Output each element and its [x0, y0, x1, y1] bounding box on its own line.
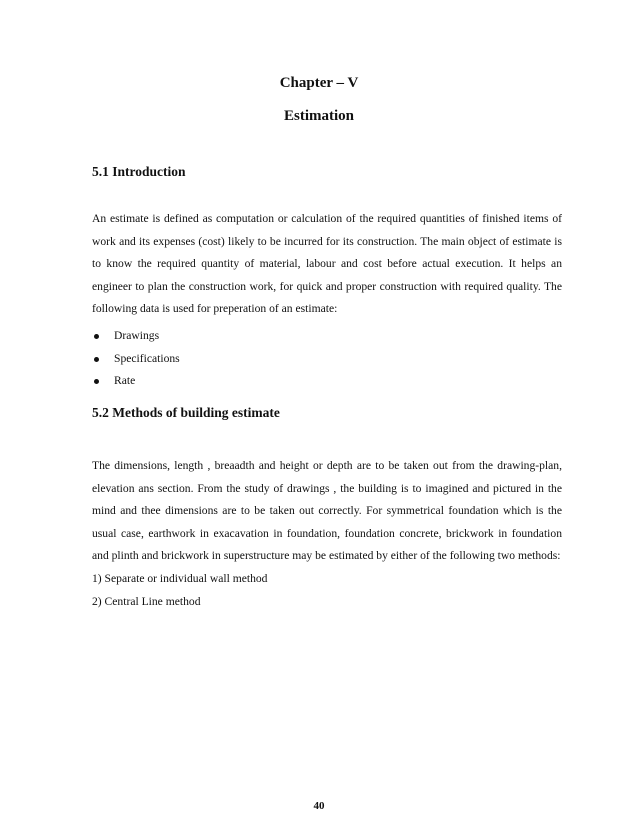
- section-heading-introduction: 5.1 Introduction: [92, 164, 186, 179]
- estimate-data-list: [92, 325, 562, 393]
- list-item-label: Drawings: [114, 328, 160, 342]
- page-number: 40: [313, 800, 325, 812]
- list-item: [92, 325, 562, 348]
- methods-body: [92, 455, 562, 613]
- methods-paragraph: The dimensions, length , breaadth and height or depth are to be taken out from the drawing-plan, elevation ans section. From the study of drawings , the building is to imagined and pictured in the mind and thee dimensions are to be taken out correctly. For symmetrical foundation which is the usual case, earthwork in exacavation in foundation, foundation concrete, brickwork in foundation and plinth and brickwork in superstructure may be estimated by either of the following two methods:: [92, 459, 562, 563]
- method-item: 2) Central Line method: [92, 594, 201, 608]
- list-item: [92, 370, 562, 393]
- introduction-paragraph: An estimate is defined as computation or calculation of the required quantities of finished items of work and its expenses (cost) likely to be incurred for its construction. The main object of estimate is to know the required quantity of material, labour and cost before actual execution. It helps an engineer to plan the construction work, for quick and proper construction with required quality. The following data is used for preperation of an estimate:: [92, 212, 562, 316]
- section-introduction: [92, 163, 562, 181]
- section-methods: [92, 404, 562, 422]
- chapter-subtitle: Estimation: [283, 108, 354, 124]
- bullet-icon: [94, 334, 99, 339]
- chapter-title: Chapter – V: [279, 75, 359, 91]
- bullet-icon: [94, 357, 99, 362]
- list-item-label: Specifications: [114, 351, 180, 365]
- bullet-icon: [94, 379, 99, 384]
- list-item: [92, 348, 562, 371]
- introduction-body: [92, 208, 562, 393]
- list-item-label: Rate: [114, 374, 136, 388]
- section-heading-methods: 5.2 Methods of building estimate: [92, 405, 280, 420]
- method-item: 1) Separate or individual wall method: [92, 571, 268, 585]
